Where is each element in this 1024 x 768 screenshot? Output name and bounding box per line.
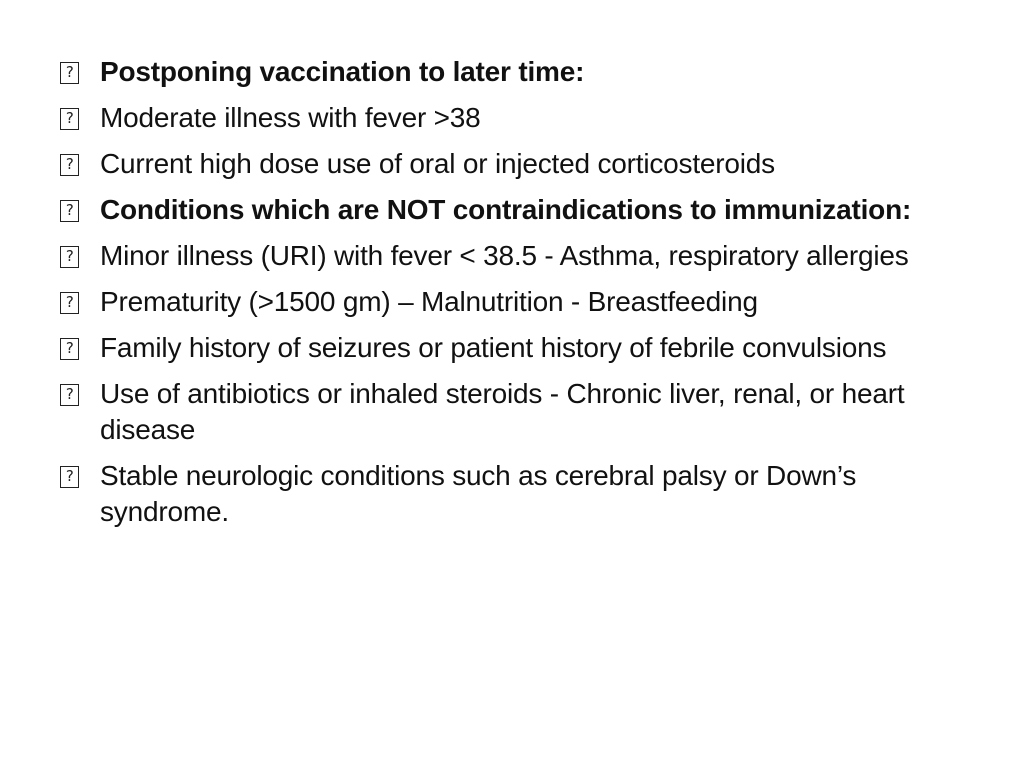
bullet-text: Conditions which are NOT contraindications to immunization: bbox=[100, 194, 912, 225]
bullet-text: Postponing vaccination to later time: bbox=[100, 56, 585, 87]
bullet-item-not-contraindications-heading bbox=[60, 192, 984, 228]
missing-glyph-bullet-icon: ? bbox=[60, 200, 79, 222]
bullet-text: Minor illness (URI) with fever < 38.5 - Asthma, respiratory allergies bbox=[100, 240, 909, 271]
bullet-item-minor-illness bbox=[60, 238, 984, 274]
bullet-text: Moderate illness with fever >38 bbox=[100, 102, 481, 133]
bullet-text: Prematurity (>1500 gm) – Malnutrition - Breastfeeding bbox=[100, 286, 758, 317]
missing-glyph-bullet-icon: ? bbox=[60, 384, 79, 406]
bullet-text: Stable neurologic conditions such as cerebral palsy or Down’s syndrome. bbox=[100, 460, 857, 527]
bullet-list bbox=[60, 54, 984, 530]
bullet-item-family-history bbox=[60, 330, 984, 366]
missing-glyph-bullet-icon: ? bbox=[60, 292, 79, 314]
bullet-item-corticosteroids bbox=[60, 146, 984, 182]
bullet-item-moderate-illness bbox=[60, 100, 984, 136]
bullet-text: Current high dose use of oral or injected corticosteroids bbox=[100, 148, 775, 179]
bullet-item-prematurity bbox=[60, 284, 984, 320]
bullet-item-postponing-heading bbox=[60, 54, 984, 90]
missing-glyph-bullet-icon: ? bbox=[60, 62, 79, 84]
missing-glyph-bullet-icon: ? bbox=[60, 246, 79, 268]
missing-glyph-bullet-icon: ? bbox=[60, 466, 79, 488]
bullet-text: Use of antibiotics or inhaled steroids - Chronic liver, renal, or heart disease bbox=[100, 378, 905, 445]
missing-glyph-bullet-icon: ? bbox=[60, 338, 79, 360]
missing-glyph-bullet-icon: ? bbox=[60, 108, 79, 130]
missing-glyph-bullet-icon: ? bbox=[60, 154, 79, 176]
bullet-text: Family history of seizures or patient history of febrile convulsions bbox=[100, 332, 887, 363]
bullet-item-neurologic bbox=[60, 458, 984, 530]
bullet-item-antibiotics bbox=[60, 376, 984, 448]
